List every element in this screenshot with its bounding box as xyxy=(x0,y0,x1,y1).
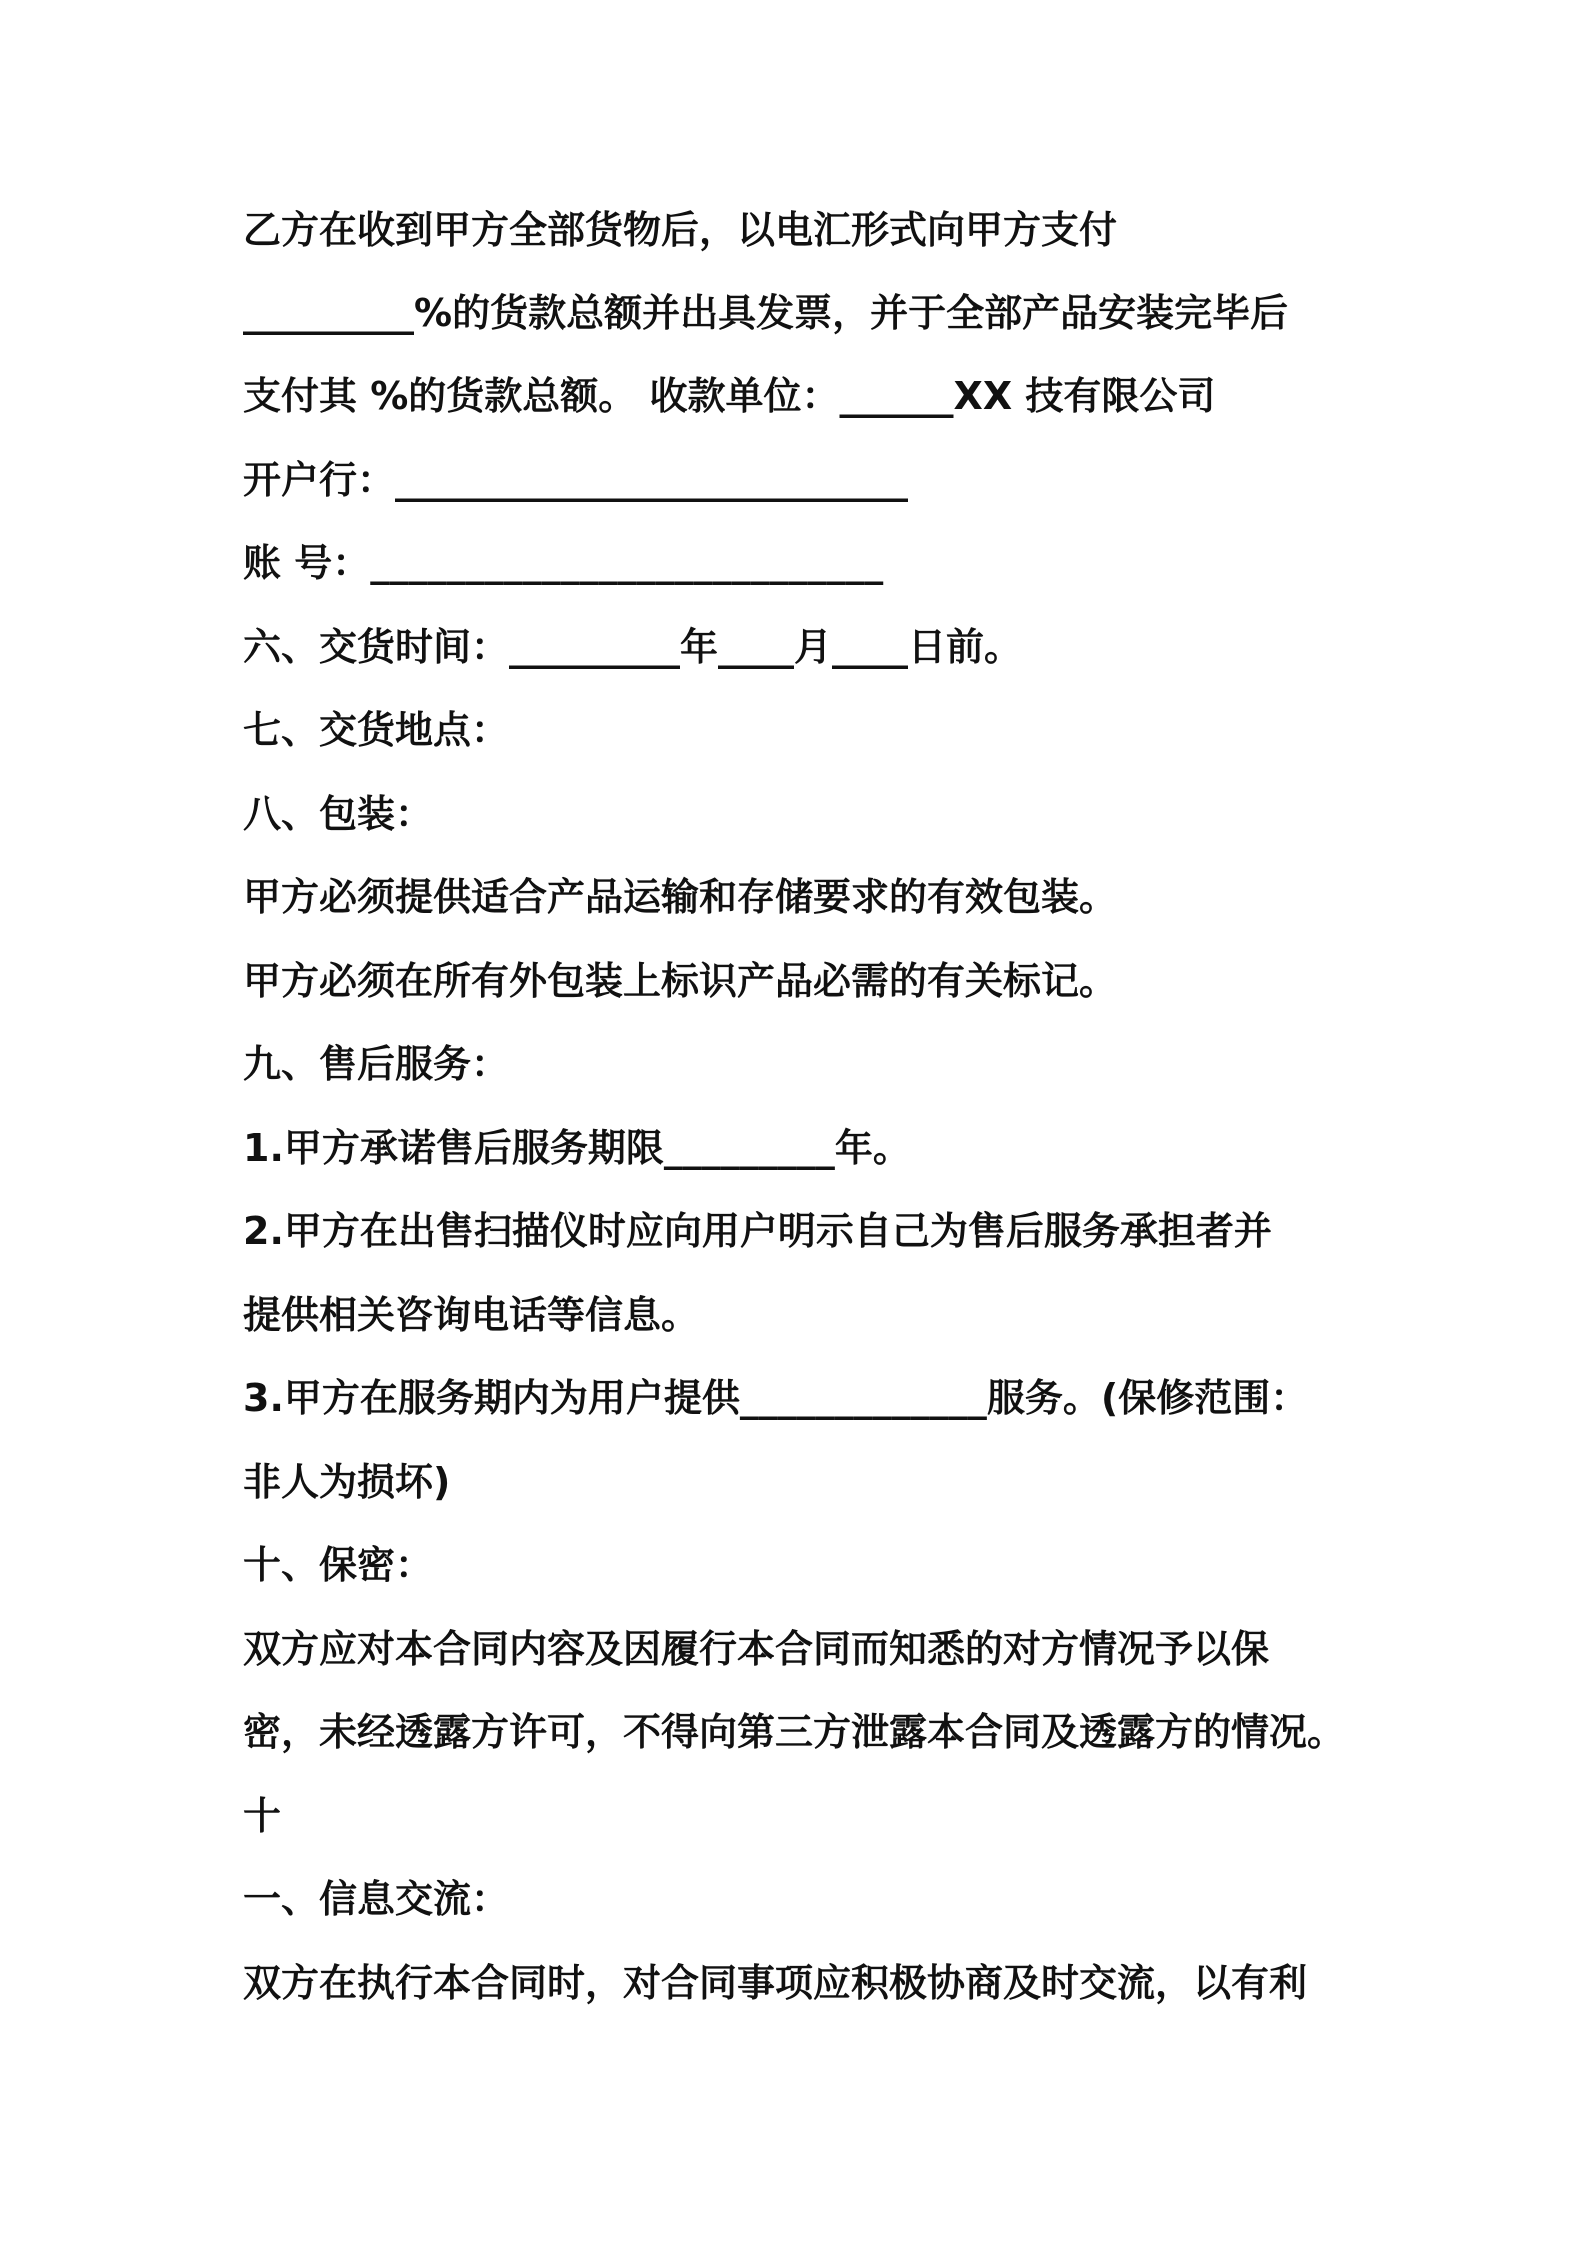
information-exchange-line-1 xyxy=(243,1959,1363,2007)
text-line: 十 xyxy=(243,1794,282,1838)
text-line: 甲方必须在所有外包装上标识产品必需的有关标记。 xyxy=(243,959,1118,1003)
text-line: _________%的货款总额并出具发票，并于全部产品安装完毕后 xyxy=(243,291,1289,335)
delivery-location-heading xyxy=(243,706,1363,754)
text-line: 双方在执行本合同时，对合同事项应积极协商及时交流，以有利 xyxy=(243,1961,1308,2005)
after-sales-item-2-line-1 xyxy=(243,1207,1363,1255)
account-line xyxy=(243,539,1363,587)
text-line: 八、包装： xyxy=(243,792,434,836)
text-line: 双方应对本合同内容及因履行本合同而知悉的对方情况予以保 xyxy=(243,1627,1270,1671)
information-exchange-heading xyxy=(243,1875,1363,1923)
text-line: 2.甲方在出售扫描仪时应向用户明示自己为售后服务承担者并 xyxy=(243,1209,1272,1253)
text-line: 密，未经透露方许可，不得向第三方泄露本合同及透露方的情况。 xyxy=(243,1710,1346,1754)
packaging-line-2 xyxy=(243,957,1363,1005)
packaging-line-1 xyxy=(243,873,1363,921)
text-line: 账 号：___________________________ xyxy=(243,541,884,585)
bank-line xyxy=(243,456,1363,504)
packaging-heading xyxy=(243,790,1363,838)
text-line: 七、交货地点： xyxy=(243,708,510,752)
delivery-time-heading xyxy=(243,623,1363,671)
confidentiality-line-1 xyxy=(243,1625,1363,1673)
after-sales-item-2-line-2 xyxy=(243,1291,1363,1339)
text-line: 提供相关咨询电话等信息。 xyxy=(243,1293,700,1337)
text-line: 甲方必须提供适合产品运输和存储要求的有效包装。 xyxy=(243,875,1118,919)
confidentiality-heading xyxy=(243,1541,1363,1589)
text-line: 非人为损坏) xyxy=(243,1460,451,1504)
section-eleven-numeral xyxy=(243,1792,1363,1840)
confidentiality-line-2 xyxy=(243,1708,1363,1756)
text-line: 支付其 %的货款总额。 收款单位：______XX 技有限公司 xyxy=(243,374,1216,418)
text-line: 六、交货时间：_________年____月____日前。 xyxy=(243,625,1023,669)
text-line: 开户行：___________________________ xyxy=(243,458,909,502)
after-sales-item-3-line-2 xyxy=(243,1458,1363,1506)
after-sales-heading xyxy=(243,1040,1363,1088)
text-line: 九、售后服务： xyxy=(243,1042,510,1086)
paragraph-payment-line-3 xyxy=(243,372,1363,420)
text-line: 3.甲方在服务期内为用户提供_____________服务。(保修范围： xyxy=(243,1376,1309,1420)
after-sales-item-3-line-1 xyxy=(243,1374,1363,1422)
after-sales-item-1 xyxy=(243,1124,1363,1172)
text-line: 十、保密： xyxy=(243,1543,434,1587)
paragraph-payment-line-1 xyxy=(243,206,1363,254)
text-line: 乙方在收到甲方全部货物后，以电汇形式向甲方支付 xyxy=(243,208,1118,252)
text-line: 一、信息交流： xyxy=(243,1877,510,1921)
paragraph-payment-line-2 xyxy=(243,289,1363,337)
text-line: 1.甲方承诺售后服务期限_________年。 xyxy=(243,1126,911,1170)
